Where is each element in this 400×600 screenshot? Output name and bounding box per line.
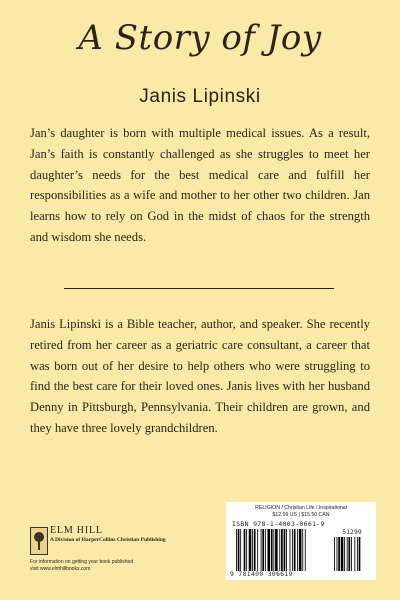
publisher-division: A Division of HarperCollins Christian Publishing (50, 537, 166, 543)
author-bio: Janis Lipinski is a Bible teacher, author, and speaker. She recently retired from her career as a geriatric care consultant, a career that was born out of her desire to help others who were struggling to find the best care for their loved ones. Janis lives with her husband Denny in Pittsburgh, Pennsylvania. Their children are grown, and they have three lovely grandchildren. (30, 317, 370, 435)
publisher-name: ELM HILL (50, 525, 103, 536)
elm-hill-logo-icon (30, 527, 48, 555)
book-description: Jan’s daughter is born with multiple medical issues. As a result, Jan’s faith is constantly challenged as she struggles to meet her daughter’s needs for the best medical care and fulfill her responsibilities as a wife and mother to her other two children. Jan learns how to rely on God in the midst of chaos for the strength and wisdom she needs. (30, 126, 370, 244)
publisher-info-line2: visit www.elmhillbooks.com (30, 566, 91, 572)
bisac-category: RELIGION / Christian Life / Inspirational (255, 505, 347, 511)
publisher-info-line1: For information on getting your book published (30, 559, 134, 565)
barcode-icon (236, 529, 364, 571)
barcode-panel (226, 502, 376, 580)
barcode-digits: 9 781400 306619 (230, 571, 293, 578)
book-author: Janis Lipinski (139, 86, 261, 107)
price-label: $12.99 US | $15.50 CAN (272, 512, 330, 518)
isbn-label: ISBN 978-1-4003-0661-9 (232, 520, 325, 528)
book-title: A Story of Joy (78, 18, 322, 58)
section-divider (64, 288, 334, 289)
price-addon-code: 51299 (342, 528, 362, 536)
publisher-info (30, 559, 133, 573)
